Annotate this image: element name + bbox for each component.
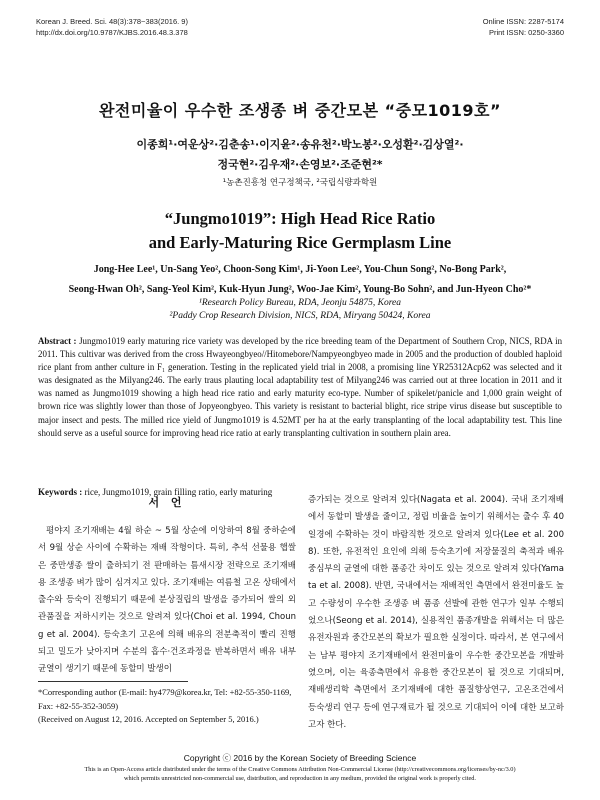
keywords-text: rice, Jungmo1019, grain filling ratio, early maturing [84, 487, 273, 497]
korean-authors-line2: 정국현²·김우재²·손영보²·조준현²* [217, 158, 383, 171]
print-issn: Print ISSN: 0250-3360 [488, 28, 564, 37]
corresponding-author-footnote: *Corresponding author (E-mail: hy4779@korea.kr, Tel: +82-55-350-1169, Fax: +82-55-352-3059) [38, 687, 292, 711]
abstract [38, 335, 562, 440]
affiliation-1: ¹Research Policy Bureau, RDA, Jeonju 54875, Korea [198, 298, 402, 308]
english-authors-line2: Seong-Hwan Oh², Sang-Yeol Kim², Kuk-Hyun Jung², Woo-Jae Kim², Young-Bo Sohn², and Jun-Hyeon Cho²* [68, 284, 532, 295]
footnote-divider [38, 681, 188, 682]
english-authors [30, 260, 570, 300]
korean-authors [30, 135, 570, 175]
section-title-introduction: 서 언 [148, 496, 186, 509]
journal-citation: Korean J. Breed. Sci. 48(3):378~383(2016. 9) [36, 17, 188, 26]
doi-link[interactable]: http://dx.doi.org/10.9787/KJBS.2016.48.3.378 [36, 28, 188, 37]
intro-left-column: 평야지 조기재배는 4월 하순 ~ 5월 상순에 이앙하여 8월 중하순에서 9월 상순 사이에 수확하는 재배 작형이다. 특히, 추석 선물용 햅쌀은 중만생종 쌀이 출하되기 전 판매하는 틈새시장 전략으로 조기재배용 조생종 벼가 많이 심겨지고 있다. 조기재배는 여름철 고온 상태에서 출수와 등숙이 진행되기 때문에 분상질립의 발생을 증가되어 쌀의 외관품질을 저하시키는 것으로 알려져 있다(Choi et al. 1994, Choung et al. 2004). 등숙초기 고온에 의해 배유의 전분축적이 빨리 진행되고 밀도가 낮아지며 수분의 흡수·건조과정을 반복하면서 배유 내부 균열이 생기기 때문에 동할미 발생이 [38, 526, 296, 675]
received-dates: (Received on August 12, 2016. Accepted on September 5, 2016.) [38, 714, 259, 724]
abstract-label: Abstract : [38, 336, 77, 346]
intro-right-column: 증가되는 것으로 알려져 있다(Nagata et al. 2004). 국내 조기재배에서 동할미 발생을 줄이고, 정립 비율을 높이기 위해서는 출수 후 40일경에 수확하는 것이 바람직한 것으로 알려져 있다(Lee et al. 2008). 또한, 유전적인 요인에 의해 등숙초기에 저장물질의 축적과 배유 중심부의 균열에 대한 품종간 차이도 있는 것으로 알려져 있다(Yamata et al. 2008). 반면, 국내에서는 재배적인 측면에서 완전미율도 높고 수량성이 우수한 조생종 벼 품종 선발에 관한 연구가 일부 수행되었으나(Seong et al. 2014), 실용적인 품종개발을 위해서는 더 많은 유전자원과 중간모본의 확보가 필요한 실정이다. 따라서, 본 연구에서는 남부 평야지 조기재배에서 완전미율이 우수한 중간모본을 개발하였으며, 이는 육종측면에서 유용한 중간모본이 될 것으로 기대되며, 재배생리학 측면에서 조기재배에 대한 품질향상연구, 고온조건에서 등숙생리 연구 등에 연구재료가 될 것으로 기대되어 이에 대한 보고하고자 한다. [308, 495, 564, 730]
journal-header [36, 16, 188, 38]
license-line1: This is an Open-Access article distributed under the terms of the Creative Commons Attribution Non-Commercial License (http://creativecommons.org/licenses/by-nc/3.0) [84, 766, 516, 773]
online-issn: Online ISSN: 2287-5174 [482, 17, 564, 26]
english-title-line2: and Early-Maturing Rice Germplasm Line [148, 233, 452, 252]
english-title [30, 207, 570, 255]
license-line2: which permits unrestricted non-commercial use, distribution, and reproduction in any medium, provided the original work is properly cited. [123, 774, 476, 782]
english-affiliation [30, 297, 570, 323]
issn-header [483, 16, 564, 38]
abstract-text: Jungmo1019 early maturing rice variety was developed by the rice breeding team of the Department of Southern Crop, NICS, RDA in 2011. This cultivar was derived from the cross Hwayeongbyeo//Hitomebore/Nampyeongbyeo made in 2005 and the production of doubled haploid rice plant from anther culture in F₁ generation. Testing in the replicated yield trial in 2008, a promising line YR25312Acp62 was selected and it was designated as the Milyang246. The early traus plauting local adaptability test of Milyang246 was carried out at three location in 2011 and it was named as Jungmo1019 showing a high head rice ratio and early maturity eco-type. Number of spikelet/panicle and 1,000 grain weight of brown rice was slightly lower than those of Jopyeongbyeo. This variety is resistant to bacterial blight, rice stripe virus disease but susceptible to major insect and pests. The milled rice yield of Jungmo1019 is 4.52MT per ha at the early transplanting of the local adaptability test. This line should serve as a useful source for improving head rice ratio at early transplanting cultivation in southern plain area. [38, 336, 563, 438]
keywords-label: Keywords : [38, 487, 83, 497]
korean-affiliation: ¹농촌진흥청 연구정책국, ²국립식량과학원 [222, 178, 378, 188]
english-authors-line1: Jong-Hee Lee¹, Un-Sang Yeo², Choon-Song Kim¹, Ji-Yoon Lee², You-Chun Song², No-Bong Park², [93, 264, 507, 275]
affiliation-2: ²Paddy Crop Research Division, NICS, RDA, Miryang 50424, Korea [169, 311, 431, 321]
english-title-line1: “Jungmo1019”: High Head Rice Ratio [164, 209, 436, 228]
korean-title: 완전미율이 우수한 조생종 벼 중간모본 “중모1019호” [98, 101, 502, 120]
copyright-notice: Copyright ⓒ 2016 by the Korean Society of Breeding Science [183, 753, 417, 763]
license-notice [50, 766, 550, 783]
korean-authors-line1: 이종희¹·여운상²·김춘송¹·이지윤²·송유천²·박노봉²·오성환²·김상열²· [136, 138, 464, 151]
